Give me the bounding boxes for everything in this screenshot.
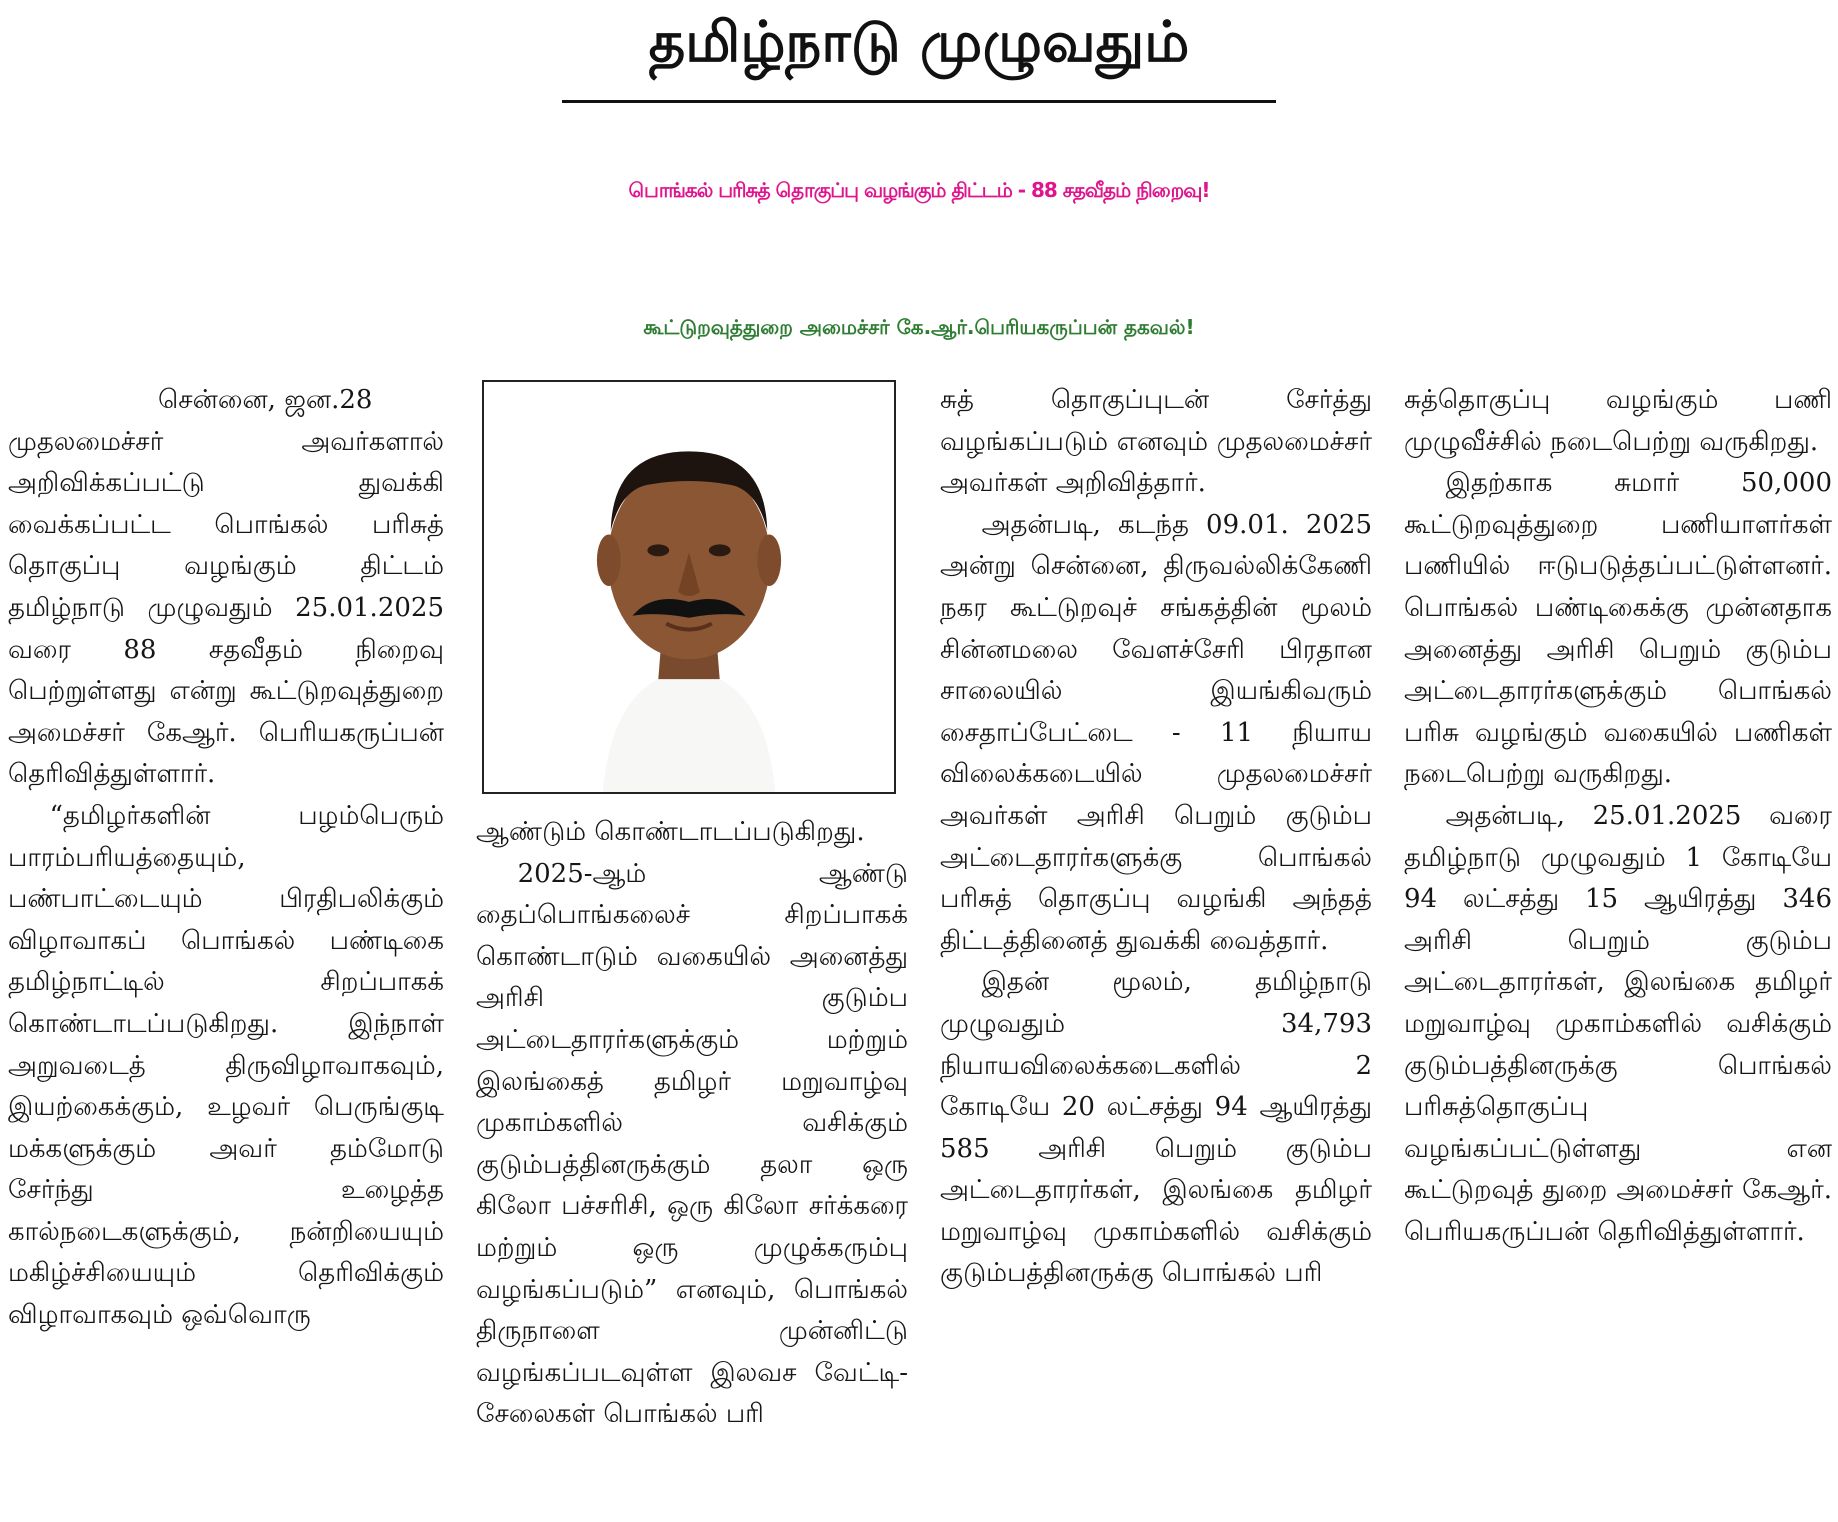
subheadline: கூட்டுறவுத்துறை அமைச்சர் கே.ஆர்.பெரியகருப்பன் தகவல்! [643,315,1195,339]
paragraph: 2025-ஆம் ஆண்டு தைப்பொங்கலைச் சிறப்பாகக் கொண்டாடும் வகையில் அனைத்து அரிசி குடும்ப அட்டைதாரர்களுக்கும் மற்றும் இலங்கைத் தமிழர் மறுவாழ்வு முகாம்களில் வசிக்கும் குடும்பத்தினருக்கும் தலா ஒரு கிலோ பச்சரிசி, ஒரு கிலோ சர்க்கரை மற்றும் ஒரு முழுக்கரும்பு வழங்கப்படும்” எனவும், பொங்கல் திருநாளை முன்னிட்டு வழங்கப்படவுள்ள இலவச வேட்டி-சேலைகள் பொங்கல் பரி [476,858,908,1430]
minister-photo [482,380,896,794]
column-4 [1404,380,1832,1520]
column-2 [476,812,908,1520]
headline: பொங்கல் பரிசுத் தொகுப்பு வழங்கும் திட்டம் - 88 சதவீதம் நிறைவு! [628,178,1210,202]
paragraph: ஆண்டும் கொண்டாடப்படுகிறது. [476,817,865,847]
dateline: சென்னை, ஜன.28 [158,385,373,415]
paragraph: “தமிழர்களின் பழம்பெரும் பாரம்பரியத்தையும், பண்பாட்டையும் பிரதிபலிக்கும் விழாவாகப் பொங்கல் பண்டிகை தமிழ்நாட்டில் சிறப்பாகக் கொண்டாடப்படுகிறது. இந்நாள் அறுவடைத் திருவிழாவாகவும், இயற்கைக்கும், உழவர் பெருங்குடி மக்களுக்கும் அவர் தம்மோடு சேர்ந்து உழைத்த கால்நடைகளுக்கும், நன்றியையும் மகிழ்ச்சியையும் தெரிவிக்கும் விழாவாகவும் ஒவ்வொரு [8,800,444,1331]
paragraph: அதன்படி, கடந்த 09.01. 2025 அன்று சென்னை, திருவல்லிக்கேணி நகர கூட்டுறவுச் சங்கத்தின் மூலம் சின்னமலை வேளச்சேரி பிரதான சாலையில் இயங்கிவரும் சைதாப்பேட்டை - 11 நியாய விலைக்கடையில் முதலமைச்சர் அவர்கள் அரிசி பெறும் குடும்ப அட்டைதாரர்களுக்கு பொங்கல் பரிசுத் தொகுப்பு வழங்கி அந்தத் திட்டத்தினைத் துவக்கி வைத்தார். [940,509,1372,956]
paragraph: சுத்தொகுப்பு வழங்கும் பணி முழுவீச்சில் நடைபெற்று வருகிறது. [1404,385,1832,457]
column-3 [940,380,1372,1520]
paragraph: சுத் தொகுப்புடன் சேர்த்து வழங்கப்படும் எனவும் முதலமைச்சர் அவர்கள் அறிவித்தார். [940,385,1372,499]
paragraph: அதன்படி, 25.01.2025 வரை தமிழ்நாடு முழுவதும் 1 கோடியே 94 லட்சத்து 15 ஆயிரத்து 346 அரிசி பெறும் குடும்ப அட்டைதாரர்கள், இலங்கை தமிழர் மறுவாழ்வு முகாம்களில் வசிக்கும் குடும்பத்தினருக்கு பொங்கல் பரிசுத்தொகுப்பு வழங்கப்பட்டுள்ளது என கூட்டுறவுத் துறை அமைச்சர் கேஆர். பெரியகருப்பன் தெரிவித்துள்ளார். [1404,800,1832,1247]
paragraph: முதலமைச்சர் அவர்களால் அறிவிக்கப்பட்டு துவக்கி வைக்கப்பட்ட பொங்கல் பரிசுத் தொகுப்பு வழங்கும் திட்டம் தமிழ்நாடு முழுவதும் 25.01.2025 வரை 88 சதவீதம் நிறைவு பெற்றுள்ளது என்று கூட்டுறவுத்துறை அமைச்சர் கேஆர். பெரியகருப்பன் தெரிவித்துள்ளார். [8,426,444,790]
paragraph: இதன் மூலம், தமிழ்நாடு முழுவதும் 34,793 நியாயவிலைக்கடைகளில் 2 கோடியே 20 லட்சத்து 94 ஆயிரத்து 585 அரிசி பெறும் குடும்ப அட்டைதாரர்கள், இலங்கை தமிழர் மறுவாழ்வு முகாம்களில் வசிக்கும் குடும்பத்தினருக்கு பொங்கல் பரி [940,967,1372,1289]
kicker-underline [562,100,1276,103]
portrait-image [484,382,894,792]
kicker-title: தமிழ்நாடு முழுவதும் [648,10,1190,75]
column-1 [8,380,444,1520]
paragraph: இதற்காக சுமார் 50,000 கூட்டுறவுத்துறை பணியாளர்கள் பணியில் ஈடுபடுத்தப்பட்டுள்ளனர். பொங்கல் பண்டிகைக்கு முன்னதாக அனைத்து அரிசி பெறும் குடும்ப அட்டைதாரர்களுக்கும் பொங்கல் பரிசு வழங்கும் வகையில் பணிகள் நடைபெற்று வருகிறது. [1404,468,1832,790]
